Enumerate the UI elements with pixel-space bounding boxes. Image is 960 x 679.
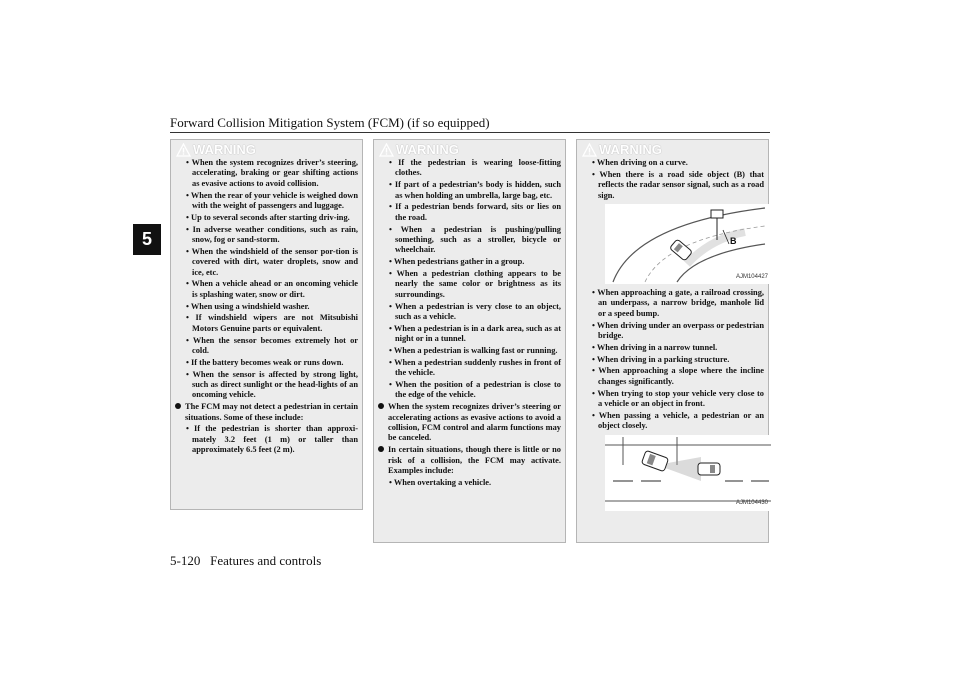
list-item: • When trying to stop your vehicle very close to a vehicle or an object in front.: [592, 388, 764, 409]
warning-label: WARNING: [396, 142, 459, 157]
list-item: • When the windshield of the sensor por-tion is covered with dirt, water droplets, snow and ice, etc.: [186, 246, 358, 277]
list-item: • When the sensor is affected by strong light, such as direct sunlight or the head-lights of an oncoming vehicle.: [186, 369, 358, 400]
list-item: • If the pedestrian is wearing loose-fitting clothes.: [389, 158, 561, 178]
section-name: Features and controls: [210, 553, 322, 568]
list-item: • When passing a vehicle, a pedestrian or an object closely.: [592, 410, 764, 431]
list-item: • When driving under an overpass or pedestrian bridge.: [592, 320, 764, 341]
list-item: • If windshield wipers are not Mitsubishi Motors Genuine parts or equivalent.: [186, 313, 358, 333]
lead-text: When the system recognizes driver’s steering or accelerating actions as evasive actions to avoid a collision, FCM control and alarm functions may be canceled.: [388, 402, 561, 443]
list-item: • When the system recognizes driver’s steering, accelerating, braking or gear shifting actions as evasive actions to avoid collision.: [186, 158, 358, 188]
bullet-dot-icon: [378, 403, 384, 409]
figure-passing-object: [605, 435, 771, 511]
warning-box-1: [170, 139, 363, 510]
warning-header: [582, 142, 662, 157]
figure-code: AJM104427: [735, 273, 768, 280]
list-item: • When a pedestrian is very close to an object, such as a vehicle.: [389, 301, 561, 322]
list-item: • When pedestrians gather in a group.: [389, 257, 525, 267]
list-item: • If a pedestrian bends forward, sits or lies on the road.: [389, 202, 561, 222]
list-item: • When a pedestrian is pushing/pulling something, such as a stroller, bicycle or wheelchair.: [389, 224, 561, 255]
list-item: • When driving in a narrow tunnel.: [592, 342, 718, 352]
list-item: • When the position of a pedestrian is close to the edge of the vehicle.: [389, 380, 561, 400]
page-number: 5-120: [170, 553, 201, 568]
list-item: • When the sensor becomes extremely hot or cold.: [186, 335, 358, 356]
list-item: • In adverse weather conditions, such as rain, snow, fog or sand-storm.: [186, 224, 358, 245]
list-item: • If the battery becomes weak or runs down.: [186, 357, 344, 367]
list-item: • When there is a road side object (B) that reflects the radar sensor signal, such as a road sign.: [592, 169, 764, 200]
warning-label: WARNING: [193, 142, 256, 157]
list-item: • When a vehicle ahead or an oncoming vehicle is splashing water, snow or dirt.: [186, 279, 358, 299]
list-item: • When a pedestrian clothing appears to be nearly the same color or brightness as its surroundings.: [389, 269, 561, 299]
warning-box-2: [373, 139, 566, 543]
warning-box-3: [576, 139, 769, 543]
list-item: • If part of a pedestrian’s body is hidden, such as when holding an umbrella, large bag, etc.: [389, 180, 561, 200]
warning-triangle-icon: [176, 143, 191, 157]
list-item: • When using a windshield washer.: [186, 301, 310, 311]
list-item: • When overtaking a vehicle.: [389, 477, 492, 487]
list-item: • When approaching a slope where the incline changes significantly.: [592, 366, 764, 386]
list-item: • Up to several seconds after starting driv-ing.: [186, 212, 350, 222]
list-item: • When the rear of your vehicle is weighed down with the weight of passengers and luggage.: [186, 190, 358, 211]
header-rule: [170, 132, 770, 133]
lead-paragraph: [175, 402, 358, 423]
list-item: • When a pedestrian is in a dark area, such as at night or in a tunnel.: [389, 323, 561, 344]
lead-text: The FCM may not detect a pedestrian in certain situations. Some of these include:: [185, 402, 358, 422]
figure-label-b: B: [730, 236, 737, 247]
warning-content: [581, 158, 768, 515]
figure-curve-road-sign: [605, 204, 771, 284]
warning-content: [378, 158, 561, 490]
warning-triangle-icon: [582, 143, 597, 157]
list-item: • When driving in a parking structure.: [592, 354, 730, 364]
figure-code: AJM104430: [735, 500, 768, 507]
chapter-tab: 5: [133, 224, 161, 255]
warning-label: WARNING: [599, 142, 662, 157]
lead-text: In certain situations, though there is little or no risk of a collision, the FCM may activate. Examples include:: [388, 445, 561, 476]
page-header-title: Forward Collision Mitigation System (FCM) (if so equipped): [170, 115, 490, 130]
list-item: • When a pedestrian is walking fast or running.: [389, 346, 558, 356]
page-footer: [170, 553, 321, 569]
warning-header: [176, 142, 256, 157]
warning-content: [175, 158, 358, 457]
list-item: • If the pedestrian is shorter than approxi-mately 3.2 feet (1 m) or taller than approximately 6.5 feet (2 m).: [186, 424, 358, 455]
warning-header: [379, 142, 459, 157]
list-item: • When approaching a gate, a railroad crossing, an underpass, a narrow bridge, manhole lid or a speed bump.: [592, 288, 764, 318]
bullet-dot-icon: [378, 446, 384, 452]
list-item: • When a pedestrian suddenly rushes in front of the vehicle.: [389, 357, 561, 378]
lead-paragraph: [378, 445, 561, 476]
list-item: • When driving on a curve.: [592, 158, 688, 167]
lead-paragraph: [378, 402, 561, 444]
warning-triangle-icon: [379, 143, 394, 157]
bullet-dot-icon: [175, 403, 181, 409]
